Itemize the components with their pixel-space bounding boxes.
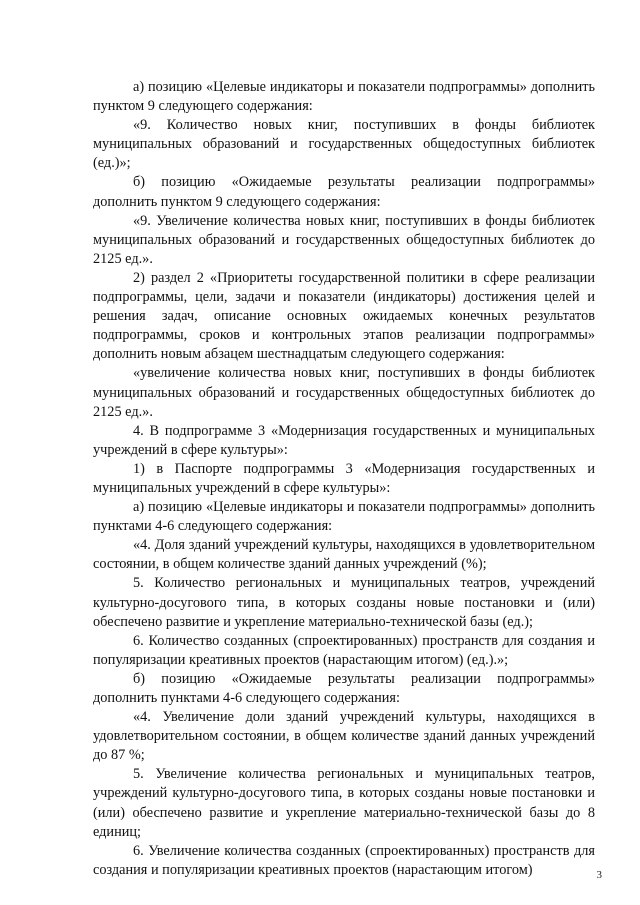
paragraph-result-9: «9. Увеличение количества новых книг, поступивших в фонды библиотек муниципальных образований и государственных общедоступных библиотек до 2125 ед.». <box>93 212 595 267</box>
paragraph-result-5: 5. Увеличение количества региональных и муниципальных театров, учреждений культурно-досугового типа, в которых созданы новые постановки и (или) обеспечено развитие и укрепление материально-технической базы до 8 единиц; <box>93 766 595 840</box>
document-body <box>93 78 595 880</box>
paragraph-item-b-results: б) позицию «Ожидаемые результаты реализации подпрограммы» дополнить пунктом 9 следующего содержания: <box>93 174 595 210</box>
paragraph-result-6: 6. Увеличение количества созданных (спроектированных) пространств для создания и популяризации креативных проектов (нарастающим итогом) <box>93 842 595 878</box>
page-number: 3 <box>596 869 602 881</box>
paragraph-section-2: 2) раздел 2 «Приоритеты государственной политики в сфере реализации подпрограммы, цели, задачи и показатели (индикаторы) достижения целей и решения задач, описание основных ожидаемых конечных результатов подпрограммы, сроков и контрольных этапов реализации подпрограммы» дополнить новым абзацем шестнадцатым следующего содержания: <box>93 269 595 363</box>
paragraph-indicator-4: «4. Доля зданий учреждений культуры, находящихся в удовлетворительном состоянии, в общем количестве зданий данных учреждений (%); <box>93 537 595 573</box>
paragraph-item-b-results-3: б) позицию «Ожидаемые результаты реализации подпрограммы» дополнить пунктами 4-6 следующего содержания: <box>93 670 595 706</box>
paragraph-passport-3: 1) в Паспорте подпрограммы 3 «Модернизация государственных и муниципальных учреждений в сфере культуры»: <box>93 460 595 496</box>
paragraph-subprogram-3: 4. В подпрограмме 3 «Модернизация государственных и муниципальных учреждений в сфере культуры»: <box>93 422 595 458</box>
paragraph-item-a-indicators-3: а) позицию «Целевые индикаторы и показатели подпрограммы» дополнить пунктами 4-6 следующего содержания: <box>93 499 595 535</box>
paragraph-item-a-indicators: а) позицию «Целевые индикаторы и показатели подпрограммы» дополнить пунктом 9 следующего содержания: <box>93 79 595 115</box>
paragraph-indicator-9: «9. Количество новых книг, поступивших в фонды библиотек муниципальных образований и государственных общедоступных библиотек (ед.)»; <box>93 117 595 172</box>
paragraph-result-4: «4. Увеличение доли зданий учреждений культуры, находящихся в удовлетворительном состоянии, в общем количестве зданий данных учреждений до 87 %; <box>93 709 595 764</box>
paragraph-indicator-5: 5. Количество региональных и муниципальных театров, учреждений культурно-досугового типа, в которых созданы новые постановки и (или) обеспечено развитие и укрепление материально-технической базы (ед.); <box>93 575 595 630</box>
paragraph-new-abzac: «увеличение количества новых книг, поступивших в фонды библиотек муниципальных образований и государственных общедоступных библиотек до 2125 ед.». <box>93 365 595 420</box>
paragraph-indicator-6: 6. Количество созданных (спроектированных) пространств для создания и популяризации креативных проектов (нарастающим итогом) (ед.).»; <box>93 632 595 668</box>
